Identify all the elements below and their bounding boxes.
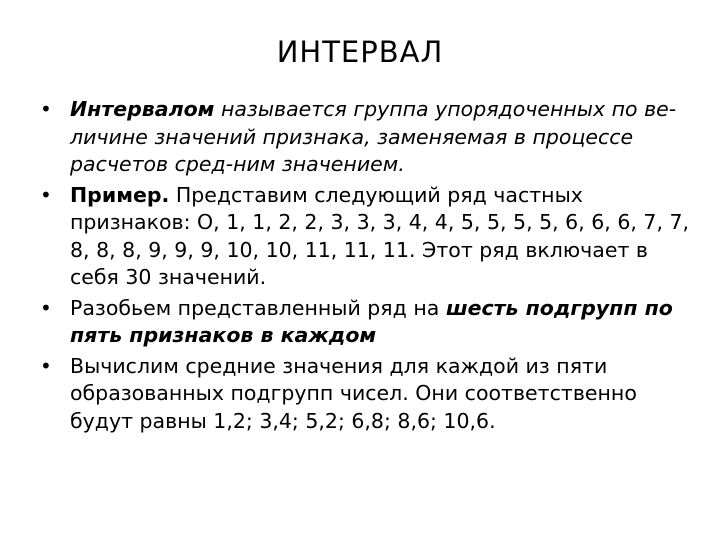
bullet-icon: • <box>40 97 52 121</box>
example-label: Пример. <box>70 182 170 207</box>
bullet-icon: • <box>40 182 52 207</box>
bullet-icon: • <box>40 295 52 320</box>
slide-title: ИНТЕРВАЛ <box>276 35 444 69</box>
bullet-item-definition <box>40 96 690 179</box>
bullet-item-split <box>40 295 690 350</box>
bullet-item-averages <box>40 353 690 436</box>
split-emphasis: шесть подгрупп по пять признаков в каждом <box>70 295 673 347</box>
definition-text: называется группа упорядоченных по ве-личине значений признака, заменяемая в процессе расчетов сред-ним значением. <box>70 97 677 176</box>
example-text: Представим следующий ряд частных признаков: О, 1, 1, 2, 2, 3, 3, 3, 4, 4, 5, 5, 5, 5, 6, 6, 6, 7, 7, 8, 8, 8, 9, 9, 9, 10, 10, 11, 11, 11. Этот ряд включает в себя 30 значений. <box>70 182 690 289</box>
averages-text: Вычислим средние значения для каждой из пяти образованных подгрупп чисел. Они соответственно будут равны 1,2; 3,4; 5,2; 6,8; 8,6; 10,6. <box>70 353 637 433</box>
bullet-list <box>40 96 690 438</box>
definition-term: Интервалом <box>70 97 215 121</box>
bullet-item-example <box>40 182 690 292</box>
split-text: Разобьем представленный ряд на <box>70 295 446 320</box>
bullet-icon: • <box>40 353 52 378</box>
